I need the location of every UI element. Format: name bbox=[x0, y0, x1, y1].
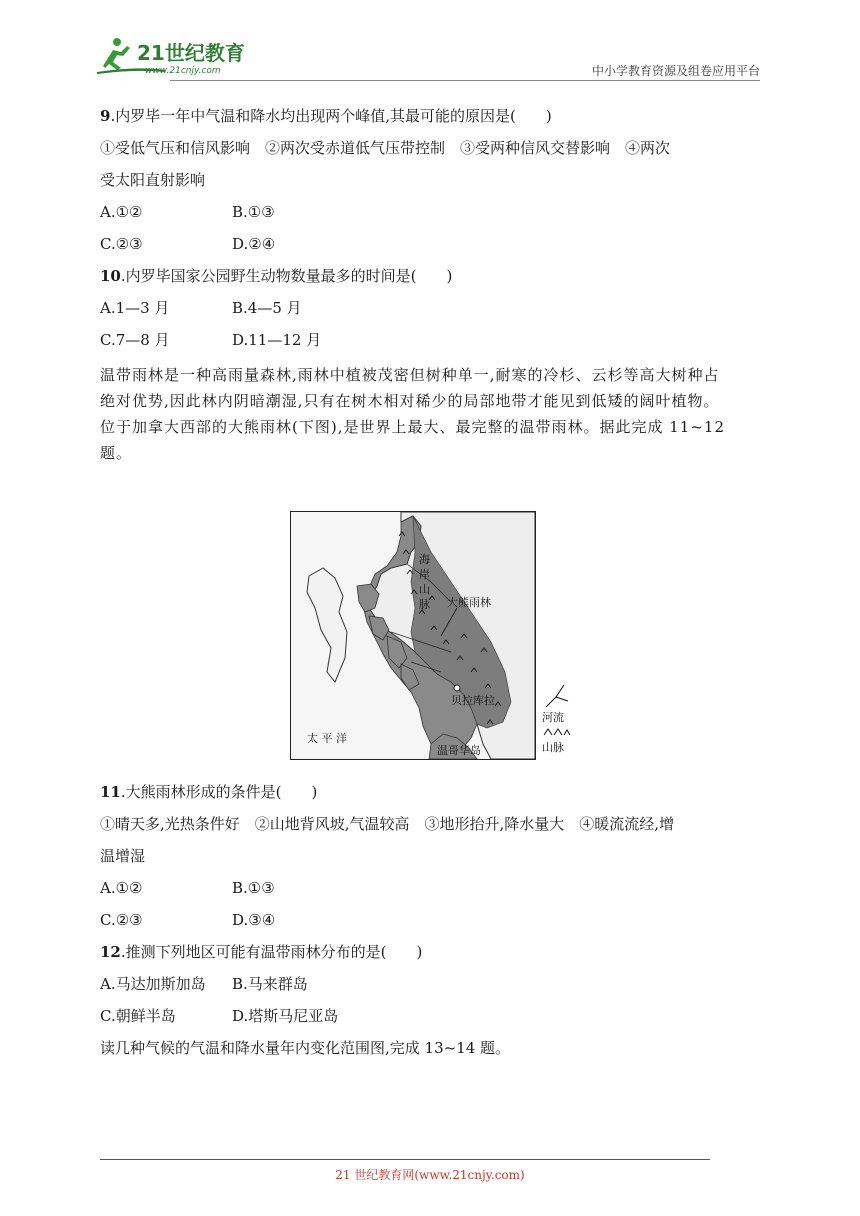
q9-stem bbox=[100, 104, 765, 136]
map-frame bbox=[290, 511, 536, 760]
great-bear-rainforest-label: 大熊雨林 bbox=[447, 596, 491, 609]
q10-option-c: C.7—8 月 bbox=[100, 331, 170, 349]
q11-text: .大熊雨林形成的条件是( ) bbox=[120, 783, 318, 801]
q9-option-a: A.①② bbox=[100, 203, 143, 221]
q12-number: 12 bbox=[100, 943, 121, 961]
q12-option-b: B.马来群岛 bbox=[232, 975, 308, 993]
vancouver-island-label: 温哥华岛 bbox=[437, 744, 481, 757]
q12-option-a: A.马达加斯加岛 bbox=[100, 975, 206, 993]
q11-option-c: C.②③ bbox=[100, 911, 143, 929]
q11-options-row-1 bbox=[100, 876, 765, 908]
q10-options-row-2 bbox=[100, 328, 765, 360]
map-drawing bbox=[291, 512, 535, 759]
q11-option-d: D.③④ bbox=[232, 911, 276, 929]
question-area bbox=[100, 104, 765, 466]
q10-number: 10 bbox=[100, 267, 121, 285]
q9-statements-2: 受太阳直射影响 bbox=[100, 171, 206, 189]
great-bear-rainforest-map bbox=[290, 511, 580, 761]
q12-option-d: D.塔斯马尼亚岛 bbox=[232, 1007, 339, 1025]
q10-stem bbox=[100, 264, 765, 296]
reading-passage bbox=[100, 362, 765, 466]
q9-options-row-1 bbox=[100, 200, 765, 232]
q10-options-row-1 bbox=[100, 296, 765, 328]
q11-statements-1: ①晴天多,光热条件好 ②山地背风坡,气温较高 ③地形抬升,降水量大 ④暖流流经,增 bbox=[100, 815, 675, 833]
logo-url: www.21cnjy.com bbox=[145, 66, 221, 76]
q9-option-d: D.②④ bbox=[232, 235, 276, 253]
q12-options-row-1 bbox=[100, 972, 765, 1004]
q11-option-a: A.①② bbox=[100, 879, 143, 897]
q9-options-row-2 bbox=[100, 232, 765, 264]
bella-coola-label: 贝拉库拉 bbox=[451, 694, 495, 707]
q9-number: 9 bbox=[100, 107, 111, 125]
passage-line-3: 位于加拿大西部的大熊雨林(下图),是世界上最大、最完整的温带雨林。据此完成 11~12 bbox=[100, 418, 725, 436]
q9-text: .内罗毕一年中气温和降水均出现两个峰值,其最可能的原因是( ) bbox=[110, 107, 552, 125]
coast-mountains-label: 海 岸 山 脉 bbox=[419, 553, 430, 611]
footer-divider bbox=[100, 1159, 710, 1160]
q9-option-b: B.①③ bbox=[232, 203, 275, 221]
q12-option-c: C.朝鲜半岛 bbox=[100, 1007, 176, 1025]
q10-text: .内罗毕国家公园野生动物数量最多的时间是( ) bbox=[120, 267, 453, 285]
question-area-lower bbox=[100, 780, 765, 1068]
passage-line-2: 绝对优势,因此林内阴暗潮湿,只有在树木相对稀少的局部地带才能见到低矮的阔叶植物。 bbox=[100, 392, 720, 410]
q10-option-d: D.11—12 月 bbox=[232, 331, 322, 349]
footer-text: 21 世纪教育网(www.21cnjy.com) bbox=[335, 1168, 525, 1182]
closing-instruction: 读几种气候的气温和降水量年内变化范围图,完成 13~14 题。 bbox=[100, 1039, 511, 1057]
q11-number: 11 bbox=[100, 783, 121, 801]
header-divider bbox=[170, 80, 760, 81]
q12-options-row-2 bbox=[100, 1004, 765, 1036]
q10-option-a: A.1—3 月 bbox=[100, 299, 170, 317]
q9-option-c: C.②③ bbox=[100, 235, 143, 253]
passage-line-4: 题。 bbox=[100, 444, 133, 462]
passage-line-1: 温带雨林是一种高雨量森林,雨林中植被茂密但树种单一,耐寒的冷杉、云杉等高大树种占 bbox=[100, 366, 720, 384]
q10-option-b: B.4—5 月 bbox=[232, 299, 302, 317]
site-logo bbox=[95, 36, 265, 76]
q12-stem bbox=[100, 940, 765, 972]
q11-statements-2: 温增湿 bbox=[100, 847, 146, 865]
legend-mountain-label: 山脉 bbox=[542, 741, 564, 754]
q11-stem bbox=[100, 780, 765, 812]
legend-river-label: 河流 bbox=[542, 711, 564, 724]
page-header bbox=[95, 36, 760, 80]
header-platform-text: 中小学教育资源及组卷应用平台 bbox=[591, 64, 760, 78]
pacific-ocean-label: 太 平 洋 bbox=[307, 732, 347, 745]
logo-text: 21世纪教育 bbox=[137, 41, 245, 65]
q12-text: .推测下列地区可能有温带雨林分布的是( ) bbox=[120, 943, 423, 961]
q11-options-row-2 bbox=[100, 908, 765, 940]
mountain-legend-icon bbox=[542, 725, 572, 737]
river-legend-icon bbox=[542, 681, 572, 711]
q11-option-b: B.①③ bbox=[232, 879, 275, 897]
q9-statements-1: ①受低气压和信风影响 ②两次受赤道低气压带控制 ③受两种信风交替影响 ④两次 bbox=[100, 139, 671, 157]
